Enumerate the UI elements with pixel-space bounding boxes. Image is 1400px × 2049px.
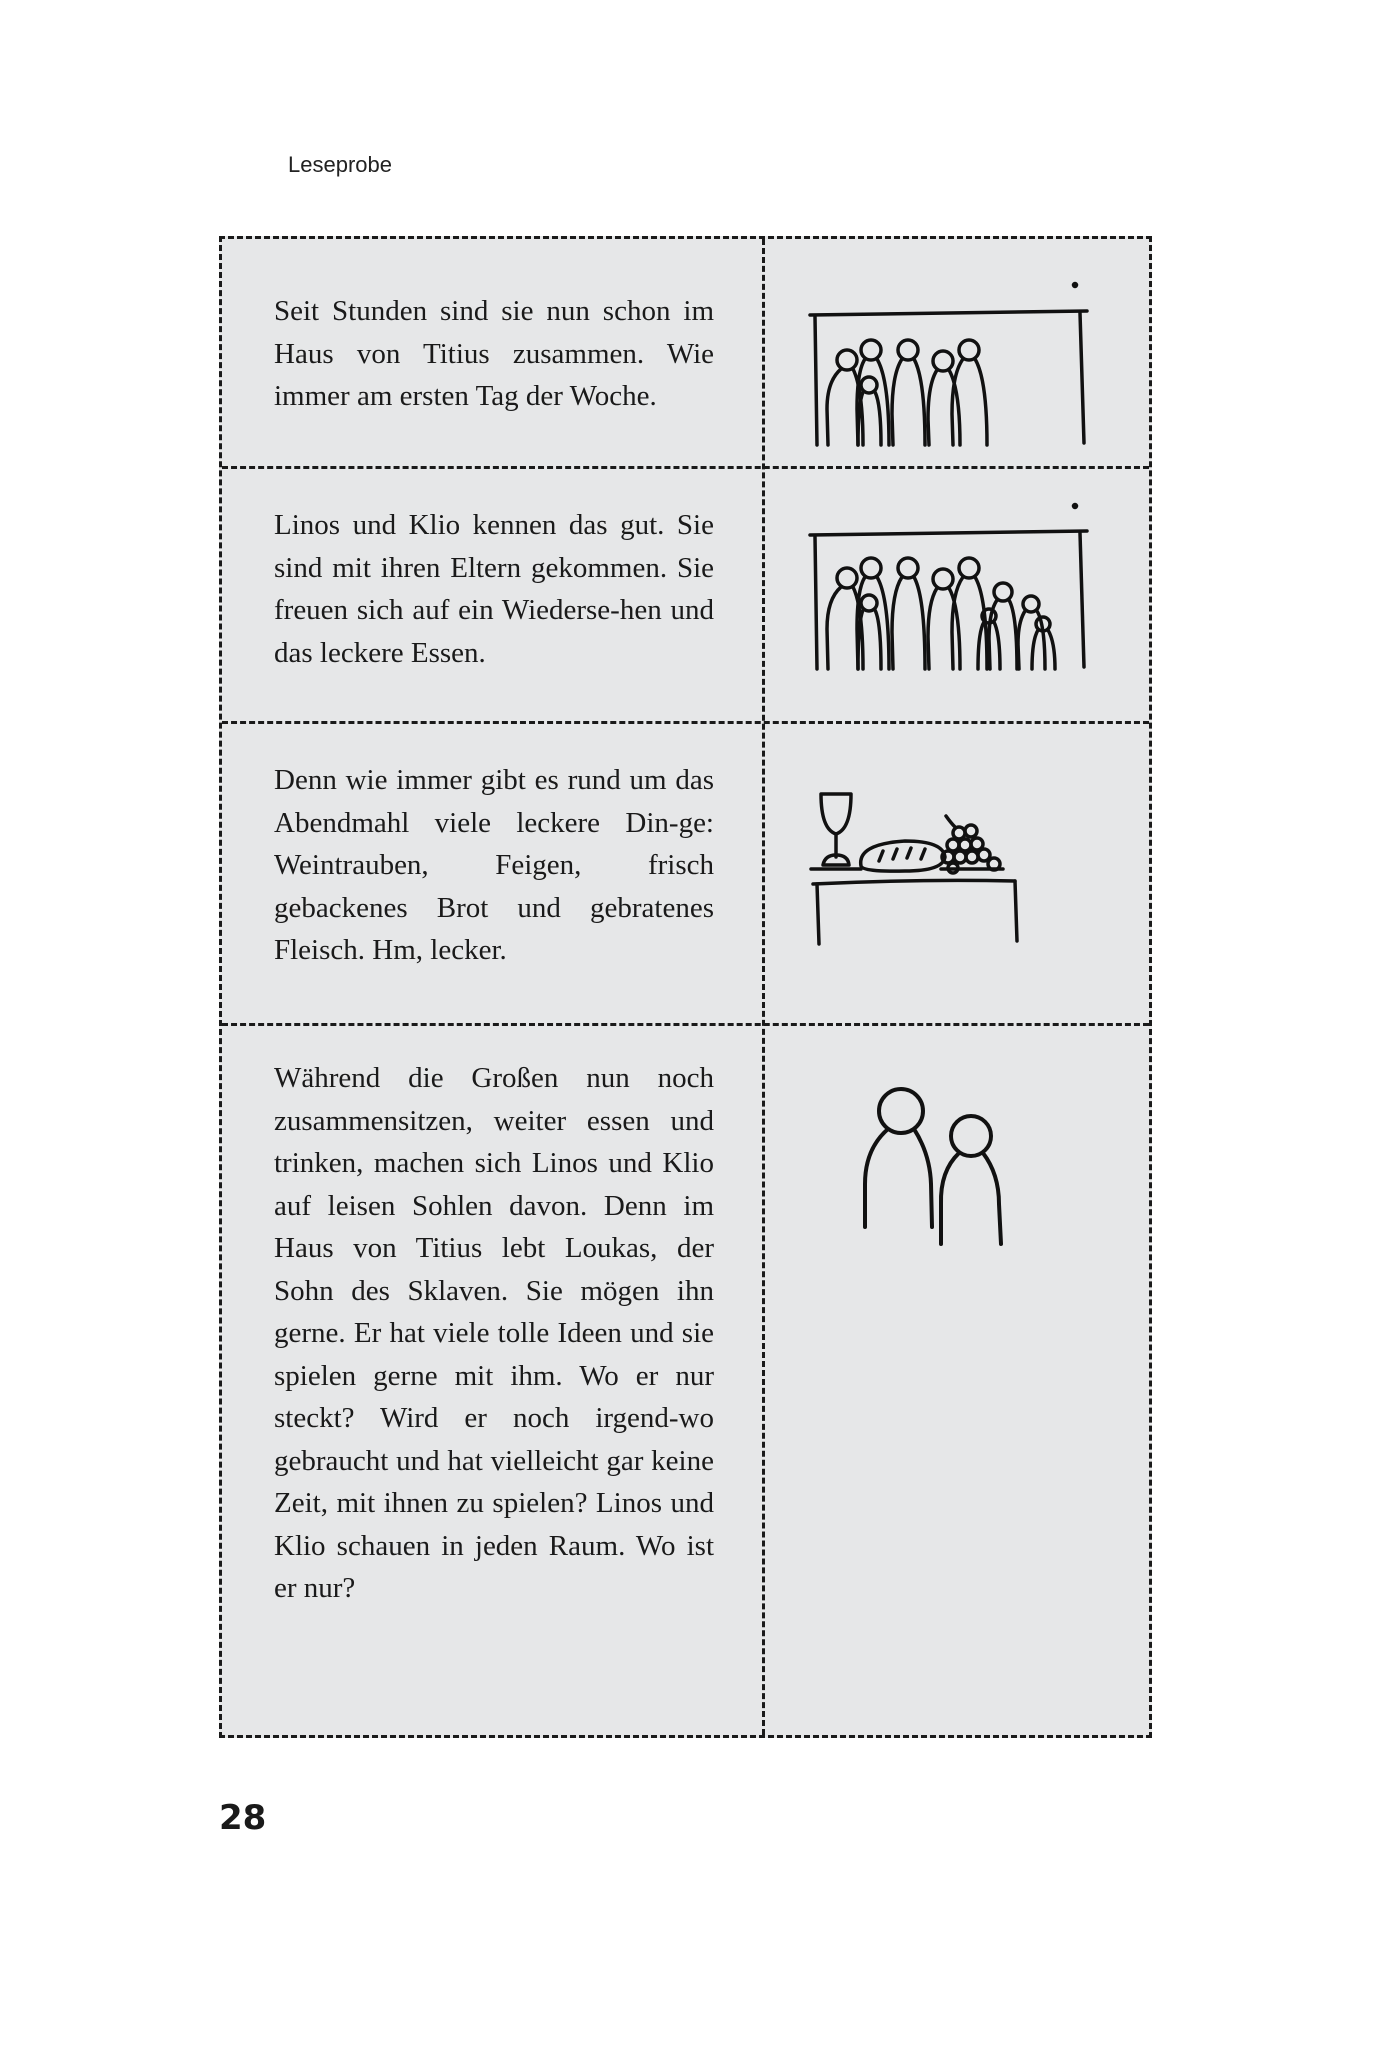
page-number: 28 (219, 1798, 267, 1838)
table-with-bread-wine-grapes-icon (765, 769, 1152, 949)
column-divider (762, 239, 765, 1735)
story-text-3: Denn wie immer gibt es rund um das Abendmahl viele leckere Din-ge: Weintrauben, Feigen, frisch gebackenes Brot und gebratenes Fleisch. Hm, lecker. (274, 764, 714, 966)
story-text-1: Seit Stunden sind sie nun schon im Haus von Titius zusammen. Wie immer am ersten Tag der Woche. (274, 295, 714, 412)
header-label: Leseprobe (288, 152, 392, 177)
storyboard-table (219, 236, 1152, 1738)
two-children-icon (765, 1079, 1152, 1259)
row-divider (222, 466, 1149, 469)
story-text-2: Linos und Klio kennen das gut. Sie sind mit ihren Eltern gekommen. Sie freuen sich auf ein Wiederse-hen und das leckere Essen. (274, 509, 714, 669)
row-divider (222, 1023, 1149, 1026)
row-divider (222, 721, 1149, 724)
congregation-room-icon (765, 259, 1152, 459)
story-text-4: Während die Großen nun noch zusammensitzen, weiter essen und trinken, machen sich Linos und Klio auf leisen Sohlen davon. Denn im Haus von Titius lebt Loukas, der Sohn des Sklaven. Sie mögen ihn gerne. Er hat viele tolle Ideen und sie spielen gerne mit ihm. Wo er nur steckt? Wird er noch irgend-wo gebraucht und hat vielleicht gar keine Zeit, mit ihnen zu spielen? Linos und Klio schauen in jeden Raum. Wo ist er nur? (274, 1062, 714, 1604)
congregation-with-children-icon (765, 489, 1152, 689)
